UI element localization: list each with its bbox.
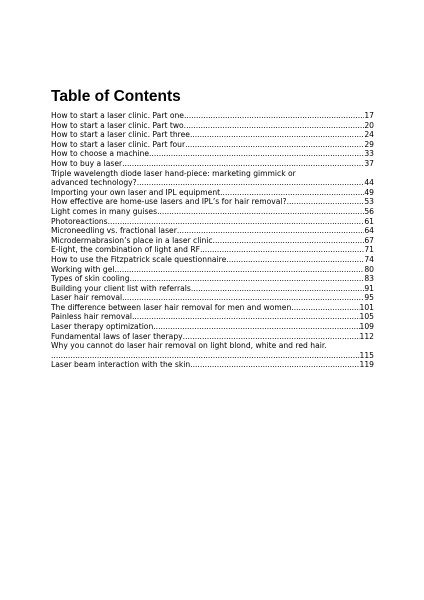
dot-leader: [122, 293, 364, 303]
toc-entry-page: 80: [364, 264, 374, 274]
toc-entry-title-line1: Why you cannot do laser hair removal on light blond, white and red hair.: [51, 341, 327, 351]
toc-entry-title: advanced technology?: [51, 178, 137, 188]
toc-entry-page: 71: [364, 245, 374, 255]
toc-entry[interactable]: [51, 130, 374, 140]
dot-leader: [153, 322, 359, 332]
toc-entry-page: 67: [364, 235, 374, 245]
toc-entry-title: Photoreactions: [51, 216, 108, 226]
toc-entry-page: 29: [364, 139, 374, 149]
toc-entry-page: 74: [364, 254, 374, 264]
toc-entry-title: Painless hair removal: [51, 312, 132, 322]
toc-entry-title: Laser therapy optimization: [51, 322, 154, 332]
toc-entry[interactable]: [51, 293, 374, 303]
dot-leader: [149, 149, 364, 159]
toc-entry-page: 37: [364, 158, 374, 168]
toc-entry[interactable]: [51, 197, 374, 207]
toc-entry-page: 49: [364, 187, 374, 197]
toc-entry[interactable]: [51, 169, 374, 188]
toc-entry[interactable]: [51, 111, 374, 121]
toc-entry-page: 24: [364, 130, 374, 140]
dot-leader: [291, 303, 359, 313]
toc-entry-page: 109: [359, 322, 374, 332]
toc-entry-page: 115: [359, 350, 374, 360]
toc-heading: Table of Contents: [51, 88, 181, 105]
toc-entry-title: How to start a laser clinic. Part one: [51, 111, 184, 120]
toc-entry[interactable]: [51, 159, 374, 169]
toc-entry[interactable]: [51, 236, 374, 246]
toc-list: [51, 111, 374, 370]
toc-entry[interactable]: [51, 265, 374, 275]
toc-entry[interactable]: [51, 341, 374, 360]
toc-entry[interactable]: [51, 217, 374, 227]
dot-leader: [191, 284, 364, 294]
toc-entry-page: 44: [364, 178, 374, 188]
toc-entry-title: Laser hair removal: [51, 293, 123, 303]
toc-entry-page: 64: [364, 226, 374, 236]
toc-entry-page: 112: [359, 331, 374, 341]
toc-entry[interactable]: [51, 360, 374, 370]
toc-entry-title: How to use the Fitzpatrick scale questionnaire: [51, 254, 227, 264]
toc-entry-page: 17: [364, 111, 374, 120]
toc-entry-title: Working with gel: [51, 264, 115, 274]
dot-leader: [137, 178, 365, 188]
toc-entry-title: How to buy a laser: [51, 158, 123, 168]
dot-leader: [183, 332, 360, 342]
toc-entry-title: Types of skin cooling: [51, 274, 130, 284]
dot-leader: [177, 226, 365, 236]
dot-leader: [190, 130, 364, 140]
toc-entry-page: 61: [364, 216, 374, 226]
dot-leader: [130, 274, 365, 284]
dot-leader: [122, 159, 364, 169]
toc-entry[interactable]: [51, 312, 374, 322]
toc-entry-title: Laser beam interaction with the skin: [51, 360, 191, 370]
toc-entry-title: Fundamental laws of laser therapy: [51, 331, 183, 341]
dot-leader: [184, 111, 364, 121]
toc-entry[interactable]: [51, 140, 374, 150]
toc-entry[interactable]: [51, 188, 374, 198]
toc-entry-title: How to start a laser clinic. Part two: [51, 120, 184, 130]
dot-leader: [184, 121, 365, 131]
dot-leader: [220, 188, 364, 198]
toc-entry[interactable]: [51, 332, 374, 342]
toc-entry-title: How effective are home-use lasers and IPL’s for hair removal?: [51, 197, 287, 207]
dot-leader: [157, 207, 364, 217]
toc-entry-title: Microdermabrasion’s place in a laser clinic: [51, 235, 213, 245]
toc-entry[interactable]: [51, 226, 374, 236]
toc-entry-title: Building your client list with referrals: [51, 283, 191, 293]
toc-entry[interactable]: [51, 322, 374, 332]
dot-leader: [213, 236, 365, 246]
dot-leader: [132, 312, 360, 322]
toc-entry[interactable]: [51, 255, 374, 265]
toc-entry-page: 56: [364, 206, 374, 216]
toc-entry-page: 95: [364, 293, 374, 303]
toc-entry-title: The difference between laser hair removal for men and women: [51, 302, 292, 312]
toc-entry[interactable]: [51, 121, 374, 131]
toc-entry-page: 33: [364, 149, 374, 159]
toc-entry-title: Light comes in many guises: [51, 206, 158, 216]
toc-entry-title: How to choose a machine: [51, 149, 150, 159]
toc-entry[interactable]: [51, 284, 374, 294]
dot-leader: [226, 255, 364, 265]
toc-entry[interactable]: [51, 303, 374, 313]
dot-leader: [108, 217, 365, 227]
toc-entry-title: How to start a laser clinic. Part four: [51, 139, 186, 149]
toc-entry-title: Microneedling vs. fractional laser: [51, 226, 177, 236]
toc-entry[interactable]: [51, 245, 374, 255]
toc-entry-title: E-light, the combination of light and RF: [51, 245, 200, 255]
toc-entry-page: 53: [364, 197, 374, 207]
toc-entry-title-line1: Triple wavelength diode laser hand-piece: marketing gimmick or: [51, 168, 296, 178]
dot-leader: [287, 197, 365, 207]
toc-entry-page: 91: [364, 283, 374, 293]
toc-entry-page: 101: [359, 302, 374, 312]
dot-leader: [200, 245, 364, 255]
toc-entry-title: Importing your own laser and IPL equipment: [51, 187, 221, 197]
dot-leader: [185, 140, 364, 150]
toc-entry-title: How to start a laser clinic. Part three: [51, 130, 190, 140]
toc-entry[interactable]: [51, 274, 374, 284]
toc-entry-page: 119: [359, 360, 374, 370]
toc-entry-page: 83: [364, 274, 374, 284]
dot-leader: [51, 351, 360, 361]
toc-entry-page: 20: [364, 120, 374, 130]
toc-entry[interactable]: [51, 149, 374, 159]
dot-leader: [115, 265, 365, 275]
toc-entry-page: 105: [359, 312, 374, 322]
dot-leader: [190, 360, 359, 370]
toc-entry[interactable]: [51, 207, 374, 217]
